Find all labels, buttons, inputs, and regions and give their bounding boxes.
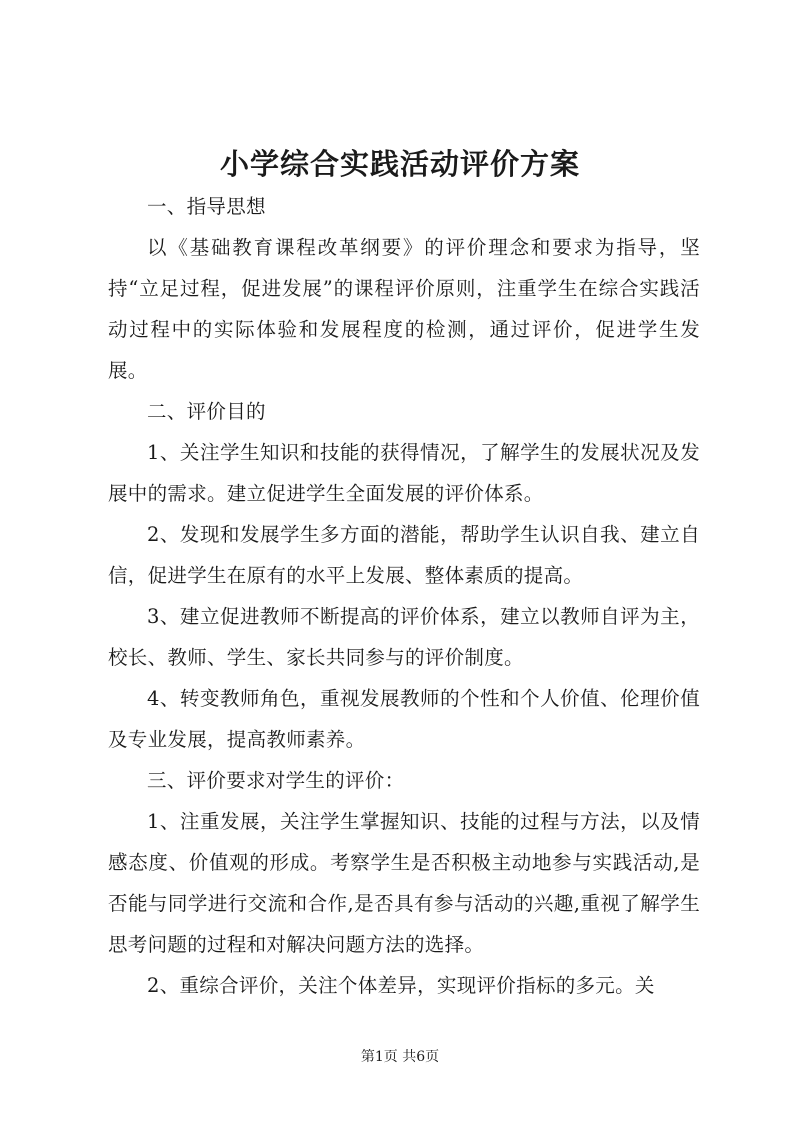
paragraph-purpose-2: 2、发现和发展学生多方面的潜能，帮助学生认识自我、建立自信，促进学生在原有的水平上发展、整体素质的提高。: [108, 523, 700, 587]
document-body: [108, 186, 700, 1006]
section-heading-evaluation-purpose: 二、评价目的: [147, 400, 266, 423]
paragraph-requirement-2: 2、重综合评价，关注个体差异，实现评价指标的多元。关: [147, 974, 655, 997]
document-title: 小学综合实践活动评价方案: [219, 147, 580, 181]
paragraph-purpose-1: 1、关注学生知识和技能的获得情况，了解学生的发展状况及发展中的需求。建立促进学生全面发展的评价体系。: [108, 441, 700, 505]
page-footer: 第1页 共6页: [360, 1049, 440, 1065]
paragraph-purpose-3: 3、建立促进教师不断提高的评价体系，建立以教师自评为主，校长、教师、学生、家长共同参与的评价制度。: [108, 605, 700, 669]
section-heading-guiding-ideology: 一、指导思想: [147, 195, 266, 218]
paragraph-requirement-1: 1、注重发展，关注学生掌握知识、技能的过程与方法，以及情感态度、价值观的形成。考察学生是否积极主动地参与实践活动,是否能与同学进行交流和合作,是否具有参与活动的兴趣,重视了解学生思考问题的过程和对解决问题方法的选择。: [108, 810, 700, 956]
paragraph-guiding-ideology: 以《基础教育课程改革纲要》的评价理念和要求为指导，坚持“立足过程，促进发展”的课程评价原则，注重学生在综合实践活动过程中的实际体验和发展程度的检测，通过评价，促进学生发展。: [108, 236, 700, 382]
section-heading-evaluation-requirements: 三、评价要求对学生的评价：: [147, 769, 405, 792]
paragraph-purpose-4: 4、转变教师角色，重视发展教师的个性和个人价值、伦理价值及专业发展，提高教师素养。: [108, 687, 700, 751]
